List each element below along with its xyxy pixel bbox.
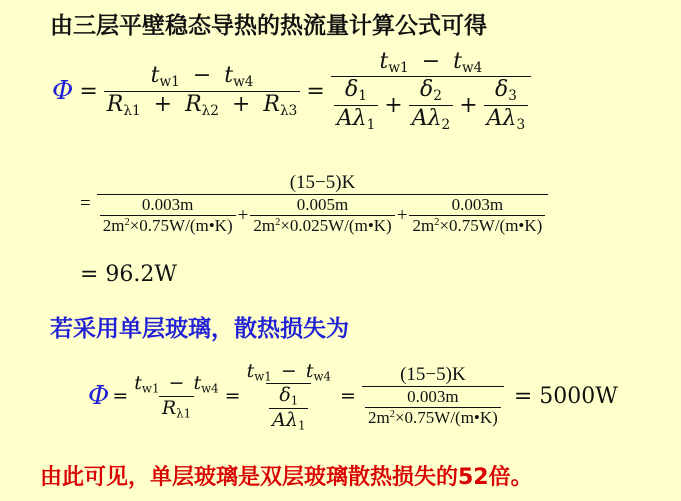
numeric-term-2: $\frac{0.005m}{2m^2\times 0.025W/(m•K)}$ bbox=[250, 195, 394, 236]
single-layer-heading: 若采用单层玻璃，散热损失为 bbox=[50, 316, 349, 342]
layer-term-2: $\frac{\delta_2}{A\lambda_2}$ bbox=[409, 77, 454, 132]
equals-sign: = bbox=[79, 78, 98, 104]
result-double-layer: = 96.2W bbox=[80, 262, 178, 287]
numeric-term-1: $\frac{0.003m}{2m^2\times 0.75W/(m•K)}$ bbox=[100, 195, 236, 236]
numeric-term-3: $\frac{0.003m}{2m^2\times 0.75W/(m•K)}$ bbox=[409, 195, 545, 236]
fraction-numerator: $t_{w1} - t_{w4}$ bbox=[379, 49, 483, 77]
conclusion-text: 由此可见，单层玻璃是双层玻璃散热损失的52倍。 bbox=[40, 465, 533, 490]
equals-sign: = bbox=[306, 78, 325, 104]
fraction-numerator: $t_{w1} - t_{w4}$ bbox=[150, 63, 254, 91]
fraction-numeric bbox=[97, 172, 549, 236]
fraction-resistance bbox=[104, 63, 301, 118]
fraction-conductance bbox=[331, 49, 531, 132]
fraction-denominator: $R_{\lambda 1} + R_{\lambda 2} + R_{\lambda 3}$ bbox=[104, 91, 301, 119]
flux-symbol: Φ bbox=[88, 381, 110, 411]
equals-sign: = bbox=[224, 385, 241, 407]
formula-single-layer bbox=[88, 346, 618, 446]
equals-sign: = bbox=[340, 385, 356, 407]
result-single-layer: = 5000W bbox=[513, 383, 618, 409]
fraction-numerator: (15−5)K bbox=[289, 172, 356, 193]
fraction-single-conductance: $\frac{t_{w1} - t_{w4}}{\frac{\delta_1}{A\lambda_1}}$ bbox=[246, 359, 332, 433]
equals-sign: = bbox=[80, 193, 91, 214]
flux-symbol: Φ bbox=[52, 76, 74, 106]
formula-numeric-double bbox=[80, 154, 548, 254]
fraction-single-resistance: $\frac{t_{w1} - t_{w4}}{R_{\lambda 1}}$ bbox=[134, 371, 219, 421]
fraction-denominator: $\frac{\delta_1}{A\lambda_1}$ + $\frac{\delta_2}{A\lambda_2}$ + $\frac{\delta_3}{A\lambda_3}$ bbox=[331, 76, 531, 132]
formula-general bbox=[52, 46, 531, 136]
intro-heading: 由三层平壁稳态导热的热流量计算公式可得 bbox=[50, 13, 487, 39]
fraction-denominator: $\frac{0.003m}{2m^2\times 0.75W/(m•K)}$ + $\frac{0.005m}{2m^2\times 0.025W/(m•K)}$ + $\frac{0.003m}{2m^2\times 0.75W/(m•K)}$ bbox=[97, 194, 549, 236]
layer-term-3: $\frac{\delta_3}{A\lambda_3}$ bbox=[484, 77, 529, 132]
fraction-single-numeric: $\frac{(15-5)K}{\frac{0.003m}{2m^2\times 0.75W/(m•K)}}$ bbox=[362, 364, 504, 428]
layer-term-1: $\frac{\delta_1}{A\lambda_1}$ bbox=[334, 77, 379, 132]
equals-sign: = bbox=[112, 385, 129, 407]
